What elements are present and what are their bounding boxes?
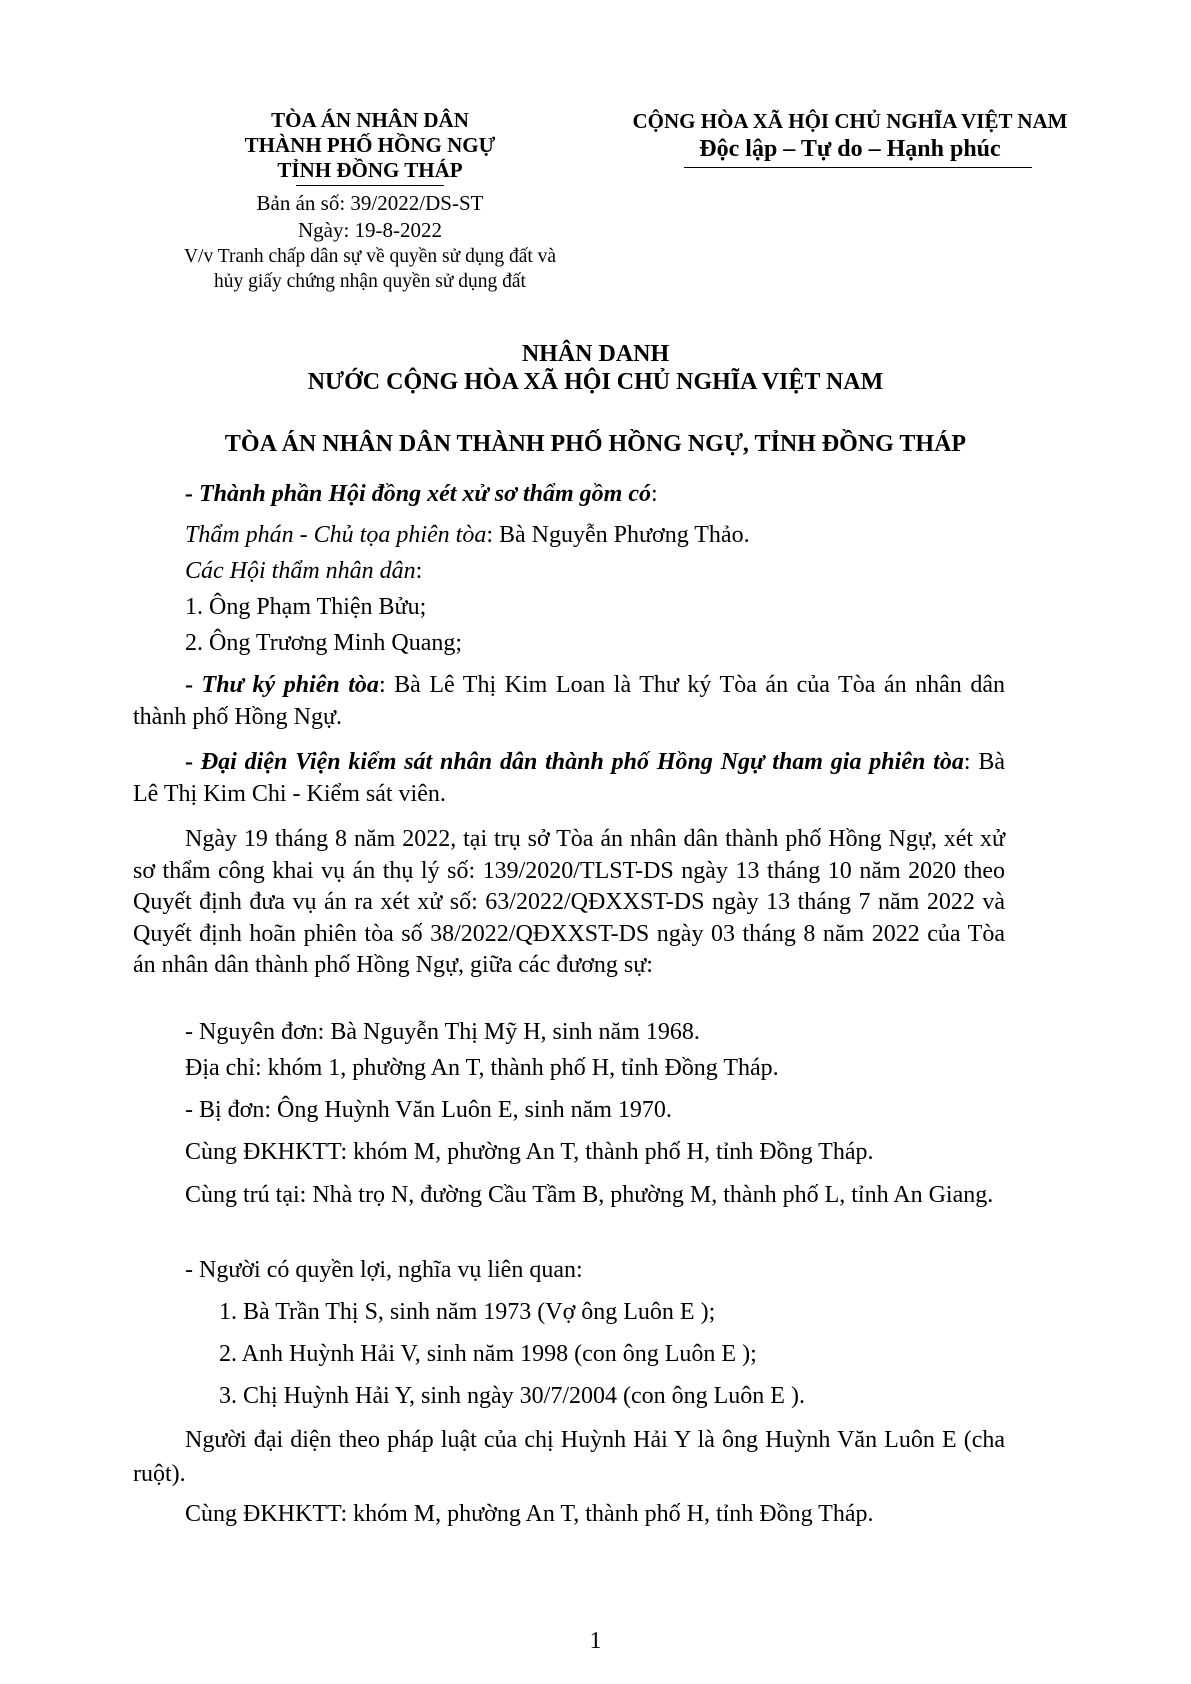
presiding-judge-name: : Bà Nguyễn Phương Thảo. — [486, 522, 750, 548]
title-nation: NƯỚC CỘNG HÒA XÃ HỘI CHỦ NGHĨA VIỆT NAM — [307, 369, 884, 395]
panel-heading-colon: : — [651, 481, 658, 507]
case-subject-line-1: V/v Tranh chấp dân sự về quyền sử dụng đất và — [183, 246, 557, 267]
clerk-dash: - — [185, 672, 202, 698]
presiding-judge-label: Thẩm phán - Chủ tọa phiên tòa — [185, 522, 487, 548]
nation-name: CỘNG HÒA XÃ HỘI CHỦ NGHĨA VIỆT NAM — [632, 109, 1068, 133]
presiding-judge — [133, 519, 1057, 551]
national-motto: Độc lập – Tự do – Hạnh phúc — [699, 136, 1001, 162]
hearing-paragraph: Ngày 19 tháng 8 năm 2022, tại trụ sở Tòa án nhân dân thành phố Hồng Ngự, xét xử sơ thẩm công khai vụ án thụ lý số: 139/2020/TLST-DS ngày 13 tháng 10 năm 2020 theo Quyết định đưa vụ án ra xét xử số: 63/2022/QĐXXST-DS ngày 13 tháng 7 năm 2022 và Quyết định hoãn phiên tòa số 38/2022/QĐXXST-DS ngày 03 tháng 8 năm 2022 của Tòa án nhân dân thành phố Hồng Ngự, giữa các đương sự: — [133, 826, 1005, 978]
motto-underline — [684, 167, 1032, 168]
national-header — [590, 108, 1110, 168]
defendant-residence: Cùng trú tại: Nhà trọ N, đường Cầu Tầm B, phường M, thành phố L, tỉnh An Giang. — [185, 1182, 994, 1208]
procuracy-value: : Bà Lê Thị Kim Chi - Kiểm sát viên. — [133, 749, 1005, 807]
court-name-line: TÒA ÁN NHÂN DÂN — [271, 108, 469, 132]
court-province-line: TỈNH ĐỒNG THÁP — [277, 158, 463, 182]
assessors-colon: : — [415, 558, 423, 584]
procuracy-paragraph — [133, 746, 1005, 810]
legal-representative: Người đại diện theo pháp luật của chị Huỳnh Hải Y là ông Huỳnh Văn Luôn E (cha ruột). — [133, 1427, 1005, 1487]
clerk-paragraph — [133, 669, 1005, 733]
page-number: 1 — [589, 1628, 602, 1654]
defendant-registered-address: Cùng ĐKHKTT: khóm M, phường An T, thành phố H, tỉnh Đồng Tháp. — [185, 1139, 874, 1165]
court-header-divider — [296, 185, 444, 186]
related-parties-heading: - Người có quyền lợi, nghĩa vụ liên quan: — [185, 1257, 583, 1283]
judgment-number: Bản án số: 39/2022/DS-ST — [256, 191, 484, 215]
procuracy-dash: - — [185, 749, 201, 775]
plaintiff-line: - Nguyên đơn: Bà Nguyễn Thị Mỹ H, sinh năm 1968. — [185, 1019, 700, 1045]
procuracy-label: Đại diện Viện kiểm sát nhân dân thành phố Hồng Ngự tham gia phiên tòa — [200, 749, 964, 775]
related-party-item: 1. Bà Trần Thị S, sinh năm 1973 (Vợ ông Luôn E ); — [219, 1299, 716, 1325]
defendant-line: - Bị đơn: Ông Huỳnh Văn Luôn E, sinh năm 1970. — [185, 1097, 672, 1123]
related-party-item: 3. Chị Huỳnh Hải Y, sinh ngày 30/7/2004 (con ông Luôn E ). — [219, 1383, 805, 1409]
assessor-item: 1. Ông Phạm Thiện Bửu; — [185, 594, 427, 620]
clerk-value: : Bà Lê Thị Kim Loan là Thư ký Tòa án của Tòa án nhân dân thành phố Hồng Ngự. — [133, 672, 1005, 730]
plaintiff-address: Địa chỉ: khóm 1, phường An T, thành phố H, tỉnh Đồng Tháp. — [185, 1055, 779, 1081]
related-registered-address: Cùng ĐKHKTT: khóm M, phường An T, thành phố H, tỉnh Đồng Tháp. — [185, 1501, 874, 1527]
title-on-behalf: NHÂN DANH — [521, 341, 670, 367]
panel-heading — [133, 478, 1057, 510]
clerk-label: Thư ký phiên tòa — [201, 672, 379, 698]
title-court: TÒA ÁN NHÂN DÂN THÀNH PHỐ HỒNG NGỰ, TỈNH ĐỒNG THÁP — [224, 431, 967, 457]
judgment-date: Ngày: 19-8-2022 — [297, 218, 443, 242]
assessors-heading — [133, 555, 1057, 587]
assessor-item: 2. Ông Trương Minh Quang; — [185, 630, 463, 656]
panel-heading-label: - Thành phần Hội đồng xét xử sơ thẩm gồm có — [185, 481, 651, 507]
related-party-item: 2. Anh Huỳnh Hải V, sinh năm 1998 (con ông Luôn E ); — [219, 1341, 757, 1367]
case-subject-line-2: hủy giấy chứng nhận quyền sử dụng đất — [214, 271, 526, 292]
court-city-line: THÀNH PHỐ HỒNG NGỰ — [244, 133, 496, 157]
assessors-label: Các Hội thẩm nhân dân — [185, 558, 416, 584]
court-header — [170, 108, 570, 294]
